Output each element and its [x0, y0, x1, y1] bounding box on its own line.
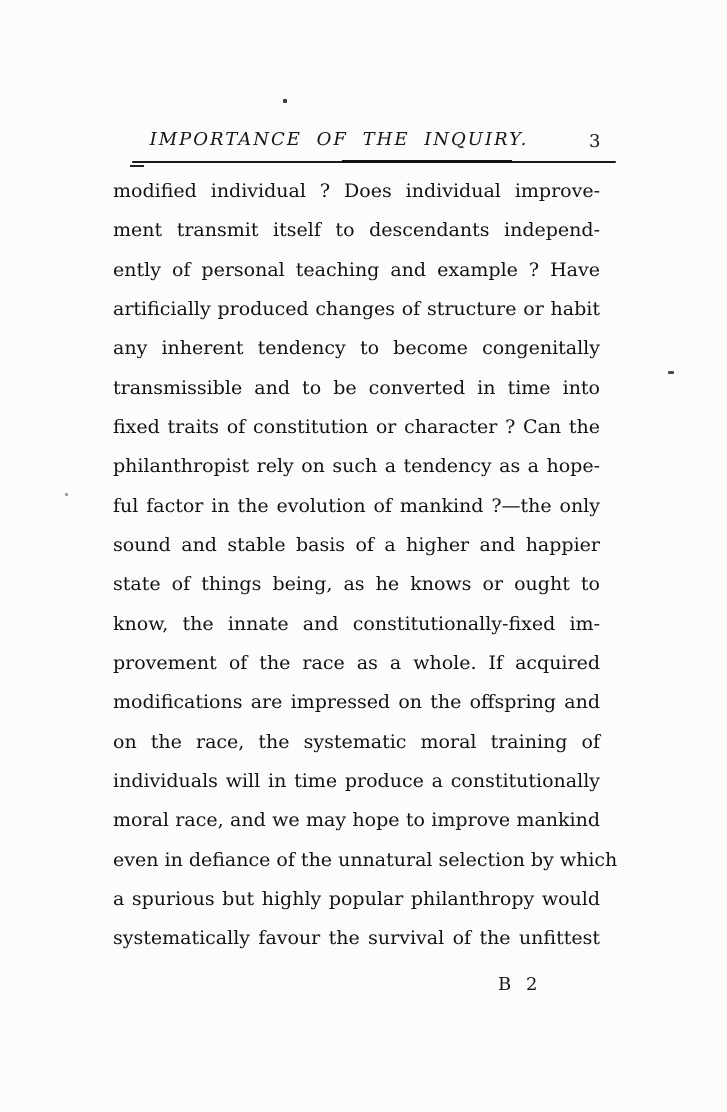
text-line: fixed traits of constitution or character ? Can the	[113, 415, 600, 438]
text-line: artificially produced changes of structure or habit	[113, 297, 600, 320]
running-header-title: IMPORTANCE OF THE INQUIRY.	[149, 129, 529, 150]
text-line: systematically favour the survival of the unfittest	[113, 927, 600, 950]
text-line: moral race, and we may hope to improve mankind	[113, 809, 600, 832]
text-line: on the race, the systematic moral training of	[113, 730, 600, 753]
text-line: a spurious but highly popular philanthropy would	[113, 887, 600, 910]
text-line: ful factor in the evolution of mankind ?—the only	[113, 494, 600, 517]
scan-speck	[668, 371, 674, 374]
text-line: know, the innate and constitutionally-fixed im-	[113, 612, 600, 635]
text-line: state of things being, as he knows or ought to	[113, 573, 600, 596]
body-text-block	[113, 172, 618, 959]
scan-speck	[283, 99, 287, 103]
scan-speck	[65, 493, 68, 496]
text-line: modified individual ? Does individual improve-	[113, 180, 600, 202]
text-line: transmissible and to be converted in time into	[113, 376, 600, 399]
signature-mark: B 2	[498, 974, 538, 995]
text-line: ently of personal teaching and example ? Have	[113, 258, 600, 281]
text-line: modifications are impressed on the offspring and	[113, 691, 600, 714]
header-rule	[132, 161, 616, 163]
text-line: ment transmit itself to descendants independ-	[113, 219, 600, 242]
text-line: individuals will in time produce a constitutionally	[113, 769, 600, 792]
text-line: even in defiance of the unnatural selection by which	[113, 848, 618, 871]
text-line: provement of the race as a whole. If acquired	[113, 651, 600, 674]
text-line: philanthropist rely on such a tendency as a hope-	[113, 455, 600, 478]
page-number: 3	[589, 131, 601, 152]
text-line: sound and stable basis of a higher and happier	[113, 533, 600, 556]
text-line: any inherent tendency to become congenitally	[113, 337, 600, 360]
